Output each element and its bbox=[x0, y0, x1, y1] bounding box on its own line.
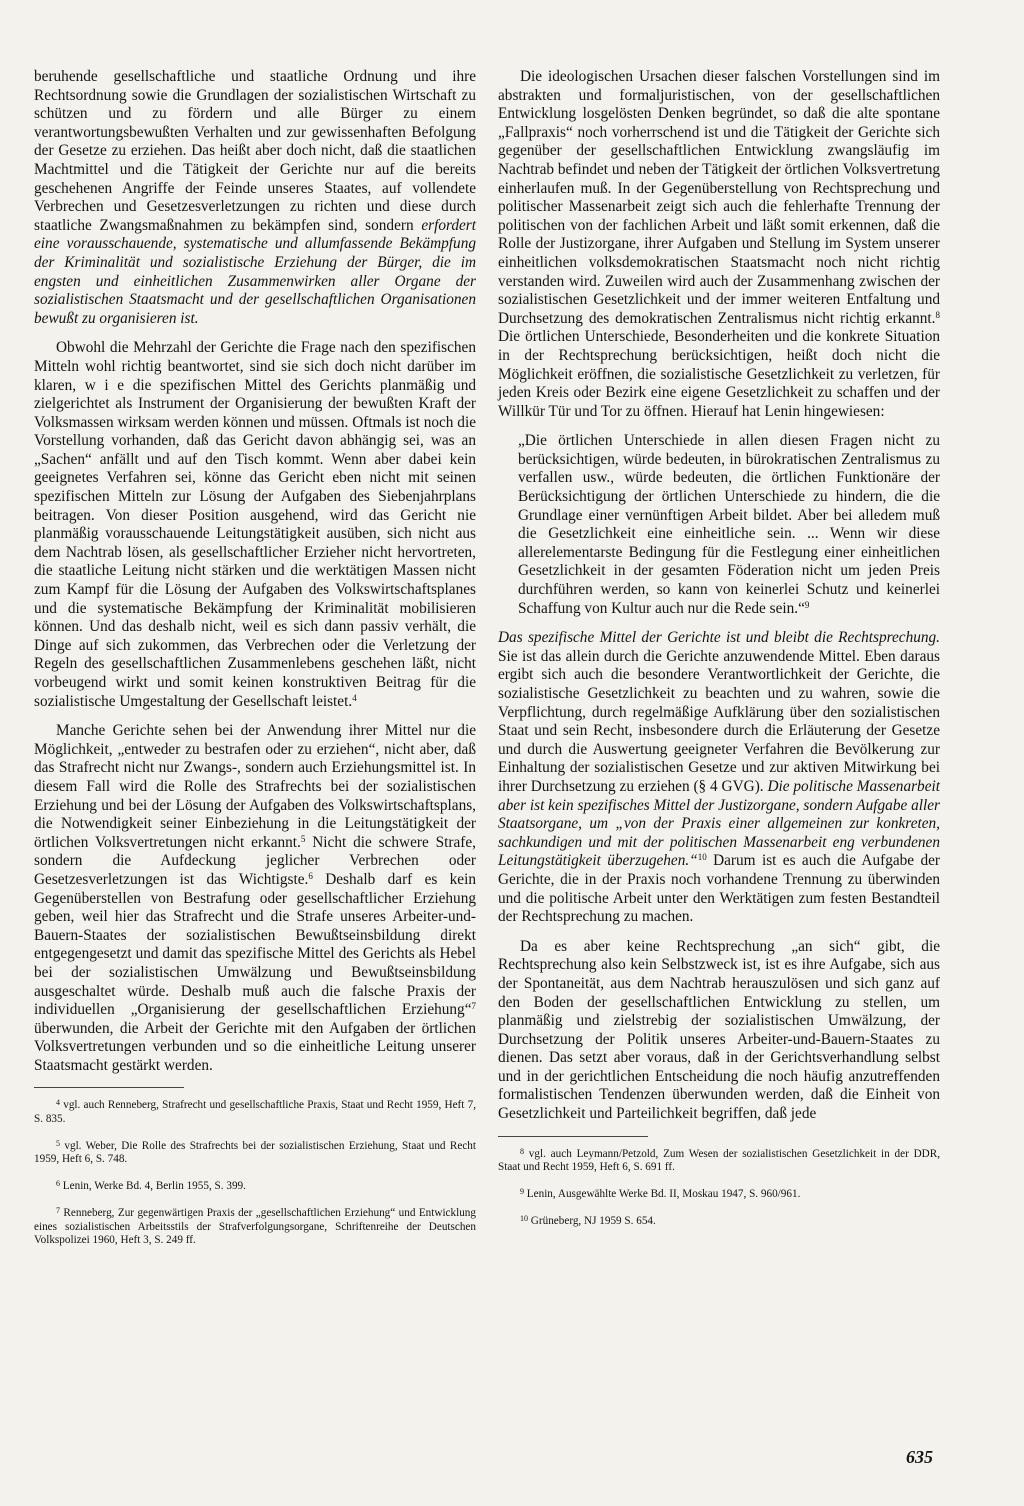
paragraph: Das spezifische Mittel der Gerichte ist und bleibt die Rechtsprechung. Sie ist das allein durch die Gerichte anzuwendende Mittel. Eben daraus ergibt sich auch die besondere Verantwortlichkeit der Gerichte, die sozialistische Gesetzlichkeit zu beachten und zu wahren, sowie die Verpflichtung, durch regelmäßige Aufklärung über den sozialistischen Staat und sein Recht, insbesondere durch die Erläuterung der Gesetze und durch die Auswertung geeigneter Verfahren die Bevölkerung zur Einhaltung der sozialistischen Gesetze und zur aktiven Mitwirkung bei ihrer Durchsetzung zu erziehen (§ 4 GVG). Die politische Massenarbeit aber ist kein spezifisches Mittel der Justizorgane, sondern Aufgabe aller Staatsorgane, um „von der Praxis einer allgemeinen zur konkreten, sachkundigen und mit der politischen Massenarbeit eng verbundenen Leitungstätigkeit überzugehen.“$^{10}$ Darum ist es auch die Aufgabe der Gerichte, die in der Praxis noch vorhandene Trennung zu überwinden und die politische Arbeit unter den Werktätigen zum festen Bestandteil der Rechtsprechung zu machen. bbox=[498, 629, 940, 926]
lenin-quote: „Die örtlichen Unterschiede in allen diesen Fragen nicht zu berücksichtigen, würde bedeuten, in bürokratischen Zentralismus zu verfallen usw., würde bedeuten, die örtlichen Funktionäre der Berücksichtigung der örtlichen Unterschiede zu hindern, die die Grundlage einer vernünftigen Arbeit bildet. Aber bei alledem muß die Gesetzlichkeit eine einheitliche sein. ... Wenn wir diese allerelementarste Bedingung für die Festlegung einer einheitlichen Gesetzlichkeit in der gesamten Föderation nicht um jeden Preis durchführen werden, so kann von keinerlei Schutz und keinerlei Schaffung von Kultur auch nur die Rede sein.“$^9$ bbox=[518, 432, 940, 617]
footnote-ref[interactable]: 4 bbox=[352, 692, 357, 703]
footnote: $^8$ vgl. auch Leymann/Petzold, Zum Wesen der sozialistischen Gesetzlichkeit in der DDR, Staat und Recht 1959, Heft 6, S. 691 ff. bbox=[498, 1146, 940, 1173]
footnote: $^7$ Renneberg, Zur gegenwärtigen Praxis der „gesellschaftlichen Erziehung“ und Entwicklung eines sozialistischen Arbeitsstils der Strafverfolgungsorgane, Schriftenreihe der Deutschen Volkspolizei 1960, Heft 3, S. 249 ff. bbox=[34, 1206, 476, 1246]
emphasis-text: Die politische Massenarbeit aber ist kein spezifisches Mittel der Justizorgane, sondern Aufgabe aller Staatsorgane, um „von der Praxis einer allgemeinen zur konkreten, sachkundigen und mit der politischen Massenarbeit eng verbundenen Leitungstätigkeit überzugehen.“ bbox=[498, 777, 940, 870]
page-number: 635 bbox=[906, 1447, 933, 1467]
right-column bbox=[498, 68, 940, 1239]
footnotes bbox=[34, 1096, 476, 1247]
footnote-ref[interactable]: 9 bbox=[804, 599, 810, 610]
footnote: $^4$ vgl. auch Renneberg, Strafrecht und gesellschaftliche Praxis, Staat und Recht 1959, Heft 7, S. 835. bbox=[34, 1098, 476, 1125]
emphasis-text: erfordert eine vorausschauende, systematische und allumfassende Bekämpfung der Kriminalität und sozialistische Erziehung der Bürger, die im engsten und einheitlichen Zusammenwirken aller Organe der sozialistischen Staatsmacht und der gesellschaftlichen Organisationen bewußt zu organisieren ist. bbox=[34, 216, 477, 327]
paragraph: Die ideologischen Ursachen dieser falschen Vorstellungen sind im abstrakten und formaljuristischen, von der gesellschaftlichen Entwicklung losgelösten Denken begründet, so daß die alte spontane „Fallpraxis“ noch vorherrschend ist und die Tätigkeit der Gerichte sich gegenüber der gesellschaftlichen Entwicklung zwangsläufig im Nachtrab befindet und neben der Tätigkeit der örtlichen Volksvertretung einherlaufen muß. In der Gegenüberstellung von Rechtsprechung und politischer Massenarbeit zeigt sich auch die fehlerhafte Trennung der politischen von der fachlichen Arbeit und läßt somit erkennen, daß die Rolle der Justizorgane, ihrer Aufgaben und Stellung im System unserer einheitlichen volksdemokratischen Staatsmacht noch nicht richtig verstanden wird. Zuweilen wird auch der Zusammenhang zwischen der sozialistischen Gesetzlichkeit und der immer weiteren Entfaltung und Durchsetzung des demokratischen Zentralismus nicht richtig erkannt.$^8$ Die örtlichen Unterschiede, Besonderheiten und die konkrete Situation in der Rechtsprechung berücksichtigen, heißt doch nicht die Möglichkeit eröffnen, die sozialistische Gesetzlichkeit zu verletzen, für jeden Kreis oder Bezirk eine eigene Gesetzlichkeit zu schaffen und der Willkür Tür und Tor zu öffnen. Hierauf hat Lenin hingewiesen: bbox=[498, 68, 940, 420]
footnote-ref[interactable]: 10 bbox=[697, 852, 707, 863]
footnote: $^9$ Lenin, Ausgewählte Werke Bd. II, Moskau 1947, S. 960/961. bbox=[520, 1187, 801, 1201]
footnote: $^5$ vgl. Weber, Die Rolle des Strafrechts bei der sozialistischen Erziehung, Staat und Recht 1959, Heft 6, S. 748. bbox=[34, 1138, 476, 1166]
footnote-ref[interactable]: 8 bbox=[935, 309, 940, 320]
left-column bbox=[34, 68, 476, 1258]
footnote-ref[interactable]: 5 bbox=[300, 833, 306, 844]
footnote: $^6$ Lenin, Werke Bd. 4, Berlin 1955, S. 399. bbox=[56, 1179, 246, 1193]
footnotes bbox=[498, 1145, 940, 1229]
paragraph: Da es aber keine Rechtsprechung „an sich“ gibt, die Rechtsprechung also kein Selbstzweck ist, ist es ihre Aufgabe, sich aus der Spontaneität, aus dem Nachtrab herauszulösen und sich ganz auf den Boden der gesellschaftlichen Entwicklung zu stellen, um planmäßig und zielstrebig der sozialistischen Umwälzung, der Durchsetzung der Politik unseres Arbeiter-und-Bauern-Staates zu dienen. Das setzt aber voraus, daß in der Gerichtsverhandlung selbst und in der gerichtlichen Entscheidung die noch häufig anzutreffenden formalistischen Tendenzen überwunden werden, daß die Einheit von Gesetzlichkeit und Parteilichkeit begriffen, daß jede bbox=[498, 937, 940, 1123]
footnote-divider bbox=[498, 1136, 648, 1137]
emphasis-text: Das spezifische Mittel der Gerichte ist und bleibt die Rechtsprechung. bbox=[498, 629, 940, 647]
paragraph: Obwohl die Mehrzahl der Gerichte die Frage nach den spezifischen Mitteln wohl richtig beantwortet, sind sie sich doch nicht darüber im klaren, w i e die spezifischen Mittel des Gerichts planmäßig und zielgerichtet als Instrument der Organisierung der bewußten Kraft der Volksmassen wirksam werden können und müssen. Oftmals ist noch die Vorstellung vorhanden, daß das Gericht davon abhängig sei, was an „Sachen“ anfällt und auf den Tisch kommt. Wenn aber dabei kein geeignetes Verfahren sei, könne das Gericht eben nicht mit seinen spezifischen Mitteln zur Lösung der Aufgaben des Siebenjahrplans beitragen. Von dieser Position ausgehend, wird das Gericht nie planmäßig vorausschauende Leitungstätigkeit ausüben, sich nicht aus dem Nachtrab lösen, als gesellschaftlicher Erzieher nicht hervortreten, die staatliche Leitung nicht stärken und die werktätigen Massen nicht zum Kampf für die Lösung der Aufgaben des Volkswirtschaftsplanes und die systematische Bekämpfung der Kriminalität mobilisieren können. Und das deshalb nicht, weil es sich dann passiv verhält, die Dinge auf sich zukommen, das Verbrechen oder die Verletzung der Regeln des gesellschaftlichen Zusammenlebens geschehen läßt, nicht vorbeugend wirkt und somit keinen konstruktiven Beitrag für die sozialistische Umgestaltung der Gesellschaft leistet.$^4$ bbox=[34, 339, 476, 710]
footnote-ref[interactable]: 7 bbox=[471, 1001, 476, 1012]
paragraph: beruhende gesellschaftliche und staatliche Ordnung und ihre Rechtsordnung sowie die Grundlagen der sozialistischen Wirtschaft zu schützen und zu fördern und alle Bürger zu einem verantwortungsbewußten Verhalten und zur gewissenhaften Befolgung der Gesetze zu erziehen. Das heißt aber doch nicht, daß die staatlichen Machtmittel und die Tätigkeit der Gerichte nur auf die bereits geschehenen Angriffe der Feinde unseres Staates, auf vollendete Verbrechen und Gesetzesverletzungen zu richten und diese durch staatliche Zwangsmaßnahmen zu bekämpfen sind, sondern erfordert eine vorausschauende, systematische und allumfassende Bekämpfung der Kriminalität und sozialistische Erziehung der Bürger, die im engsten und einheitlichen Zusammenwirken aller Organe der sozialistischen Staatsmacht und der gesellschaftlichen Organisationen bewußt zu organisieren ist. bbox=[34, 68, 477, 327]
footnote-ref[interactable]: 6 bbox=[308, 870, 313, 881]
footnote: $^{10}$ Grüneberg, NJ 1959 S. 654. bbox=[520, 1214, 656, 1228]
footnote-divider bbox=[34, 1087, 184, 1088]
paragraph: Manche Gerichte sehen bei der Anwendung ihrer Mittel nur die Möglichkeit, „entweder zu bestrafen oder zu erziehen“, nicht aber, daß das Strafrecht nicht nur Zwangs-, sondern auch Erziehungsmittel ist. In diesem Fall wird die Rolle des Strafrechts bei der sozialistischen Erziehung und bei der Lösung der Aufgaben des Volkswirtschaftsplans, die Notwendigkeit seiner Einbeziehung in die Leitungstätigkeit der örtlichen Volksvertretungen nicht erkannt.$^5$ Nicht die schwere Strafe, sondern die Aufdeckung jeglicher Verbrechen oder Gesetzesverletzungen ist das Wichtigste.$^6$ Deshalb darf es kein Gegenüberstellen von Bestrafung oder gesellschaftlicher Erziehung geben, weil hier das Strafrecht und die Strafe unseres Arbeiter-und-Bauern-Staates der sozialistischen Bewußtseinsbildung direkt entgegengesetzt und damit das spezifische Mittel des Gerichts als Hebel bei der sozialistischen Umwälzung und Bewußtseinsbildung ausgeschaltet würde. Deshalb muß auch die falsche Praxis der individuellen „Organisierung der gesellschaftlichen Erziehung“$^7$ überwunden, die Arbeit der Gerichte mit den Aufgaben der örtlichen Volksvertretungen verbunden und so die einheitliche Leitung unserer Staatsmacht gestärkt werden. bbox=[34, 722, 477, 1074]
